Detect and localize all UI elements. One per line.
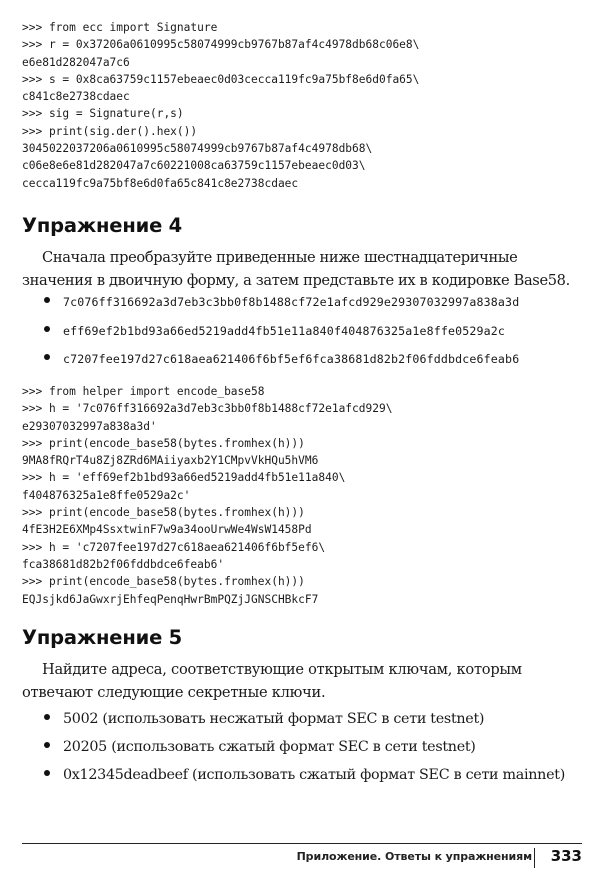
bullet-icon: [44, 297, 50, 303]
hex-value: c7207fee197d27c618aea621406f6bf5ef6fca38681d82b2f06fddbdce6feab6: [63, 352, 520, 366]
code-line: 4fE3H2E6XMp4SsxtwinF7w9a34ooUrwWe4WsW1458Pd: [22, 523, 312, 537]
code-block-base58: [22, 383, 392, 608]
list-item: [44, 352, 519, 366]
code-line: >>> print(sig.der().hex()): [22, 124, 198, 138]
code-block-signature: [22, 19, 419, 192]
code-line: >>> sig = Signature(r,s): [22, 107, 184, 121]
bullet-icon: [44, 714, 50, 720]
code-line: >>> h = 'eff69ef2b1bd93a66ed5219add4fb51e11a840\: [22, 471, 346, 485]
code-line: fca38681d82b2f06fddbdce6feab6': [22, 557, 225, 571]
code-line: e29307032997a838a3d': [22, 419, 157, 433]
code-line: >>> from helper import encode_base58: [22, 385, 265, 398]
code-line: c06e8e6e81d282047a7c60221008ca63759c1157ebeaec0d03\: [22, 159, 366, 173]
bullet-icon: [44, 354, 50, 360]
code-line: c841c8e2738cdaec: [22, 90, 130, 104]
secret-key-item: 20205 (использовать сжатый формат SEC в сети testnet): [63, 739, 476, 755]
list-item: [44, 324, 505, 338]
exercise-4-text: Сначала преобразуйте приведенные ниже шестнадцатеричные значения в двоичную форму, а затем представьте их в кодировке Base58.: [22, 249, 570, 289]
list-item: [44, 739, 476, 755]
list-item: [44, 767, 565, 783]
code-line: >>> print(encode_base58(bytes.fromhex(h))): [22, 436, 305, 450]
exercise-5-text: Найдите адреса, соответствующие открытым ключам, которым отвечают следующие секретные ключи.: [22, 661, 522, 701]
code-line: >>> r = 0x37206a0610995c58074999cb9767b87af4c4978db68c06e8\: [22, 38, 420, 52]
code-line: e6e81d282047a7c6: [22, 55, 130, 69]
secret-key-item: 5002 (использовать несжатый формат SEC в сети testnet): [63, 711, 485, 727]
code-line: >>> print(encode_base58(bytes.fromhex(h))): [22, 575, 305, 589]
footer-section-title: Приложение. Ответы к упражнениям: [296, 850, 532, 863]
bullet-icon: [44, 742, 50, 748]
page-number: 333: [550, 847, 582, 865]
code-line: cecca119fc9a75bf8e6d0fa65c841c8e2738cdaec: [22, 176, 299, 190]
code-line: 9MA8fRQrT4u8Zj8ZRd6MAiiyaxb2Y1CMpvVkHQu5hVM6: [22, 454, 319, 468]
list-item: [44, 711, 484, 727]
bullet-icon: [44, 770, 50, 776]
exercise-5-heading: Упражнение 5: [22, 626, 183, 649]
code-line: >>> h = '7c076ff316692a3d7eb3c3bb0f8b1488cf72e1afcd929\: [22, 402, 393, 416]
footer-separator: [534, 848, 535, 868]
code-line: >>> h = 'c7207fee197d27c618aea621406f6bf5ef6\: [22, 540, 326, 554]
exercise-4-heading: Упражнение 4: [22, 214, 183, 237]
code-line: >>> from ecc import Signature: [22, 21, 218, 34]
code-line: f404876325a1e8ffe0529a2c': [22, 488, 191, 502]
code-line: 3045022037206a0610995c58074999cb9767b87af4c4978db68\: [22, 142, 373, 156]
code-line: >>> s = 0x8ca63759c1157ebeaec0d03cecca119fc9a75bf8e6d0fa65\: [22, 72, 420, 86]
footer-divider: [22, 843, 582, 844]
bullet-icon: [44, 326, 50, 332]
code-line: >>> print(encode_base58(bytes.fromhex(h))): [22, 506, 305, 520]
hex-value: 7c076ff316692a3d7eb3c3bb0f8b1488cf72e1afcd929e29307032997a838a3d: [63, 295, 520, 309]
list-item: [44, 295, 519, 309]
code-line: EQJsjkd6JaGwxrjEhfeqPenqHwrBmPQZjJGNSCHBkcF7: [22, 592, 319, 606]
hex-value: eff69ef2b1bd93a66ed5219add4fb51e11a840f404876325a1e8ffe0529a2c: [63, 324, 506, 338]
secret-key-item: 0x12345deadbeef (использовать сжатый формат SEC в сети mainnet): [63, 767, 565, 783]
